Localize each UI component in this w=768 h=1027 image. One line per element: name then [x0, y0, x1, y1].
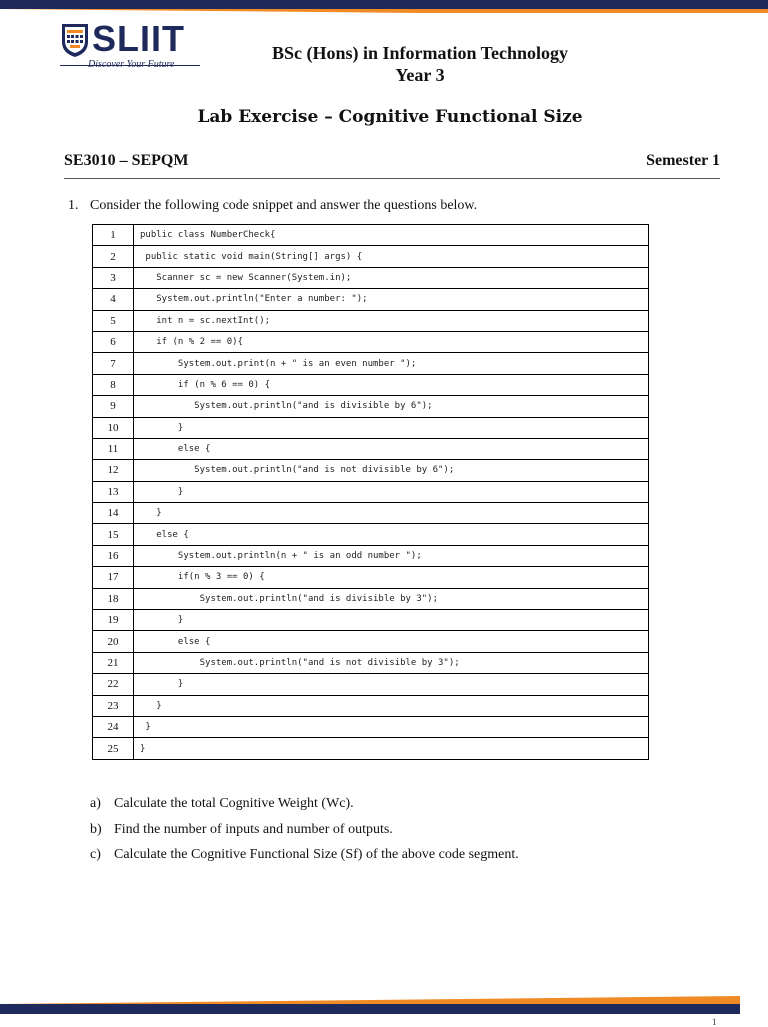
module-code: SE3010 – SEPQM	[64, 152, 189, 169]
line-number: 25	[93, 738, 134, 759]
sub-question-letter: a)	[90, 796, 101, 811]
question-number: 1.	[68, 198, 79, 213]
code-row	[93, 331, 649, 352]
code-row	[93, 545, 649, 566]
code-line: System.out.println("and is not divisible by 3");	[134, 652, 649, 673]
page-number: 1	[712, 1017, 717, 1027]
line-number: 20	[93, 631, 134, 652]
code-line: else {	[134, 524, 649, 545]
code-line: }	[134, 738, 649, 759]
line-number: 8	[93, 374, 134, 395]
logo-tagline: Discover Your Future	[88, 59, 175, 70]
sliit-logo	[60, 18, 202, 72]
code-line: System.out.print(n + " is an even number ");	[134, 353, 649, 374]
code-row	[93, 438, 649, 459]
line-number: 1	[93, 225, 134, 246]
code-row	[93, 524, 649, 545]
line-number: 21	[93, 652, 134, 673]
code-row	[93, 695, 649, 716]
code-line: System.out.println(n + " is an odd number ");	[134, 545, 649, 566]
line-number: 22	[93, 674, 134, 695]
top-decorative-bar	[0, 0, 768, 14]
line-number: 4	[93, 289, 134, 310]
code-snippet-table	[92, 224, 649, 760]
code-line: Scanner sc = new Scanner(System.in);	[134, 267, 649, 288]
year-title: Year 3	[395, 65, 445, 85]
line-number: 9	[93, 396, 134, 417]
question-text: Consider the following code snippet and answer the questions below.	[90, 198, 478, 213]
line-number: 3	[93, 267, 134, 288]
code-row	[93, 631, 649, 652]
code-line: }	[134, 481, 649, 502]
sub-question-letter: b)	[90, 821, 102, 837]
code-line: }	[134, 610, 649, 631]
code-line: }	[134, 503, 649, 524]
code-row	[93, 374, 649, 395]
line-number: 12	[93, 460, 134, 481]
line-number: 5	[93, 310, 134, 331]
code-row	[93, 503, 649, 524]
logo-wordmark: SLIIT	[92, 18, 185, 59]
line-number: 18	[93, 588, 134, 609]
code-line: int n = sc.nextInt();	[134, 310, 649, 331]
line-number: 14	[93, 503, 134, 524]
top-bar-navy-stripe	[0, 0, 768, 9]
line-number: 11	[93, 438, 134, 459]
code-row	[93, 652, 649, 673]
line-number: 15	[93, 524, 134, 545]
code-line: System.out.println("Enter a number: ");	[134, 289, 649, 310]
code-row	[93, 289, 649, 310]
code-line: if(n % 3 == 0) {	[134, 567, 649, 588]
code-row	[93, 267, 649, 288]
bottom-bar-navy-stripe	[0, 1004, 740, 1014]
semester-label: Semester 1	[646, 152, 720, 169]
lab-exercise-title: Lab Exercise – Cognitive Functional Size	[197, 107, 583, 127]
code-row	[93, 353, 649, 374]
code-line: System.out.println("and is divisible by 3");	[134, 588, 649, 609]
line-number: 16	[93, 545, 134, 566]
degree-title: BSc (Hons) in Information Technology	[271, 43, 569, 63]
code-row	[93, 674, 649, 695]
code-line: }	[134, 695, 649, 716]
code-line: }	[134, 674, 649, 695]
code-line: }	[134, 716, 649, 737]
code-line: if (n % 6 == 0) {	[134, 374, 649, 395]
bottom-bar-orange-stripe	[0, 996, 740, 1004]
code-line: System.out.println("and is not divisible by 6");	[134, 460, 649, 481]
code-row	[93, 610, 649, 631]
sub-question-text: Calculate the Cognitive Functional Size (Sf) of the above code segment.	[114, 847, 519, 862]
module-row	[64, 152, 720, 179]
line-number: 19	[93, 610, 134, 631]
line-number: 2	[93, 246, 134, 267]
code-row	[93, 460, 649, 481]
question-1	[68, 198, 477, 214]
code-line: else {	[134, 438, 649, 459]
code-line: public static void main(String[] args) {	[134, 246, 649, 267]
line-number: 17	[93, 567, 134, 588]
code-line: }	[134, 417, 649, 438]
line-number: 24	[93, 716, 134, 737]
line-number: 7	[93, 353, 134, 374]
line-number: 6	[93, 331, 134, 352]
sub-question-b	[90, 822, 519, 848]
code-row	[93, 246, 649, 267]
code-row	[93, 310, 649, 331]
top-bar-orange-stripe	[0, 9, 768, 13]
code-line: if (n % 2 == 0){	[134, 331, 649, 352]
code-row	[93, 481, 649, 502]
code-row	[93, 396, 649, 417]
code-row	[93, 417, 649, 438]
line-number: 13	[93, 481, 134, 502]
sub-question-c	[90, 847, 519, 873]
code-row	[93, 225, 649, 246]
bottom-decorative-bar	[0, 996, 740, 1020]
code-row	[93, 716, 649, 737]
sub-question-text: Calculate the total Cognitive Weight (Wc).	[114, 796, 354, 811]
code-row	[93, 738, 649, 759]
sub-question-letter: c)	[90, 847, 101, 862]
sub-question-a	[90, 796, 519, 822]
line-number: 23	[93, 695, 134, 716]
code-line: else {	[134, 631, 649, 652]
code-row	[93, 567, 649, 588]
code-row	[93, 588, 649, 609]
sub-question-text: Find the number of inputs and number of outputs.	[114, 821, 393, 837]
code-line: System.out.println("and is divisible by 6");	[134, 396, 649, 417]
sub-questions	[90, 796, 519, 873]
line-number: 10	[93, 417, 134, 438]
shield-icon	[60, 22, 90, 58]
code-line: public class NumberCheck{	[134, 225, 649, 246]
